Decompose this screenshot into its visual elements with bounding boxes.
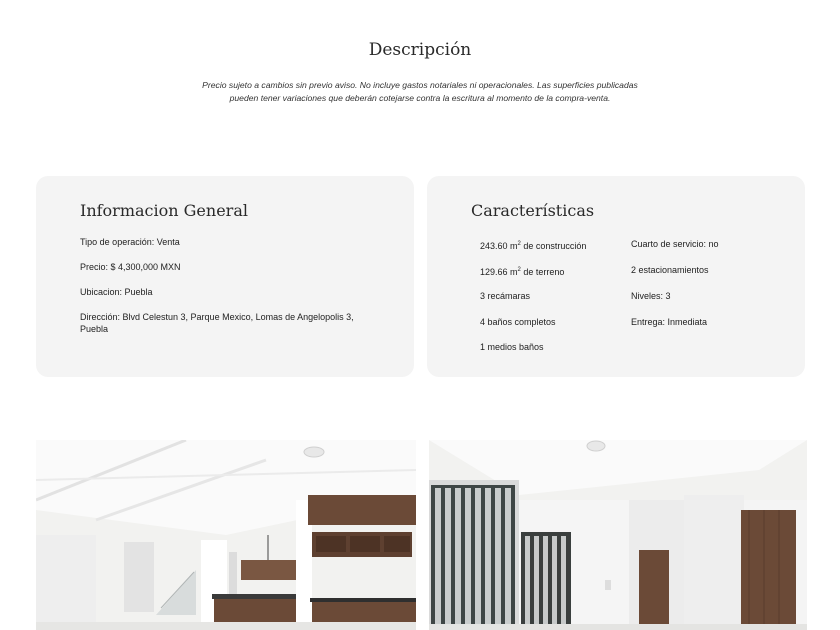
bedrooms: 3 recámaras xyxy=(480,291,531,301)
location: Ubicacion: Puebla xyxy=(80,287,153,297)
description-text: Precio sujeto a cambios sin previo aviso. No incluye gastos notariales ni operacionales. Las superficies publicadas pueden tener variaciones que deberán cotejarse contra la escritura al momento de la compra-venta. xyxy=(202,80,638,103)
construction-area: 243.60 $m^2$ de construcción xyxy=(480,241,587,251)
operation-type: Tipo de operación: Venta xyxy=(80,237,180,247)
living-room-image xyxy=(429,440,807,630)
price: Precio: $ 4,300,000 MXN xyxy=(80,262,181,272)
half-baths: 1 medios baños xyxy=(480,342,544,352)
service-room: Cuarto de servicio: no xyxy=(631,239,719,249)
levels: Niveles: 3 xyxy=(631,291,671,301)
property-photo-kitchen[interactable] xyxy=(36,440,416,630)
kitchen-image xyxy=(36,440,416,630)
land-area: 129.66 $m^2$ de terreno xyxy=(480,267,565,277)
property-photo-living[interactable] xyxy=(429,440,807,630)
features-title: Características xyxy=(471,201,595,220)
general-info-card xyxy=(36,176,414,377)
description-title: Descripción xyxy=(368,40,472,60)
address: Dirección: Blvd Celestun 3, Parque Mexico, Lomas de Angelopolis 3, Puebla xyxy=(80,312,354,334)
delivery: Entrega: Inmediata xyxy=(631,317,708,327)
parking: 2 estacionamientos xyxy=(631,265,709,275)
general-info-title: Informacion General xyxy=(80,201,248,220)
full-baths: 4 baños completos xyxy=(480,317,556,327)
features-card xyxy=(427,176,805,377)
